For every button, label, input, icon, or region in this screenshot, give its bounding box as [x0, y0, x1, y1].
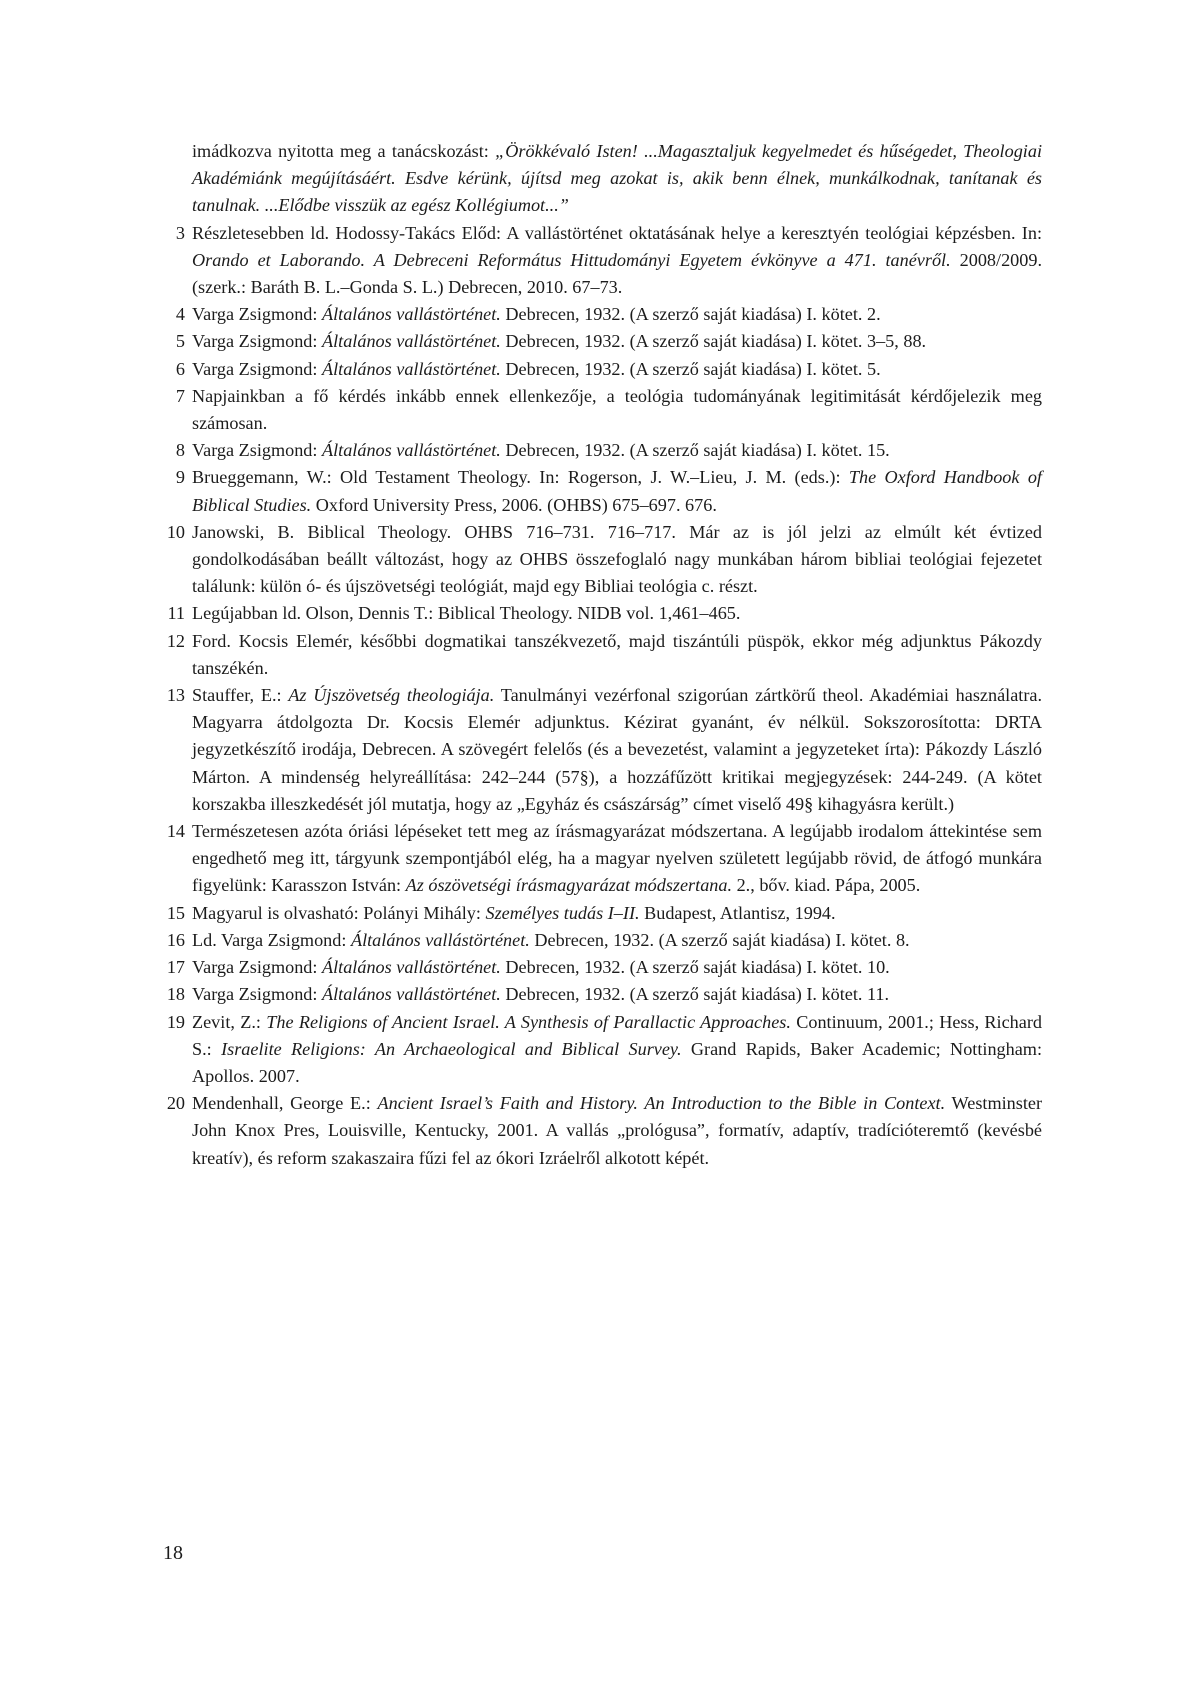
- text-run: Debrecen, 1932. (A szerző saját kiadása) I. kötet. 15.: [500, 440, 890, 461]
- footnote-number: 8: [175, 440, 185, 461]
- footnote-number: 11: [167, 603, 185, 624]
- footnote-text: [192, 900, 1042, 927]
- footnote-number: 10: [166, 521, 185, 542]
- footnote-20: [158, 1090, 1042, 1172]
- text-run: Varga Zsigmond:: [192, 957, 322, 978]
- footnote-13: [158, 682, 1042, 818]
- text-run: Debrecen, 1932. (A szerző saját kiadása) I. kötet. 11.: [500, 984, 890, 1005]
- footnote-18: [158, 981, 1042, 1008]
- footnote-number: 12: [166, 630, 185, 651]
- text-run: Zevit, Z.:: [192, 1011, 267, 1032]
- footnote-10: [158, 519, 1042, 601]
- text-run: Debrecen, 1932. (A szerző saját kiadása) I. kötet. 8.: [529, 929, 910, 950]
- italic-title: Ancient Israel’s Faith and History. An Introduction to the Bible in Context.: [377, 1093, 946, 1114]
- footnote-text: [192, 600, 1042, 627]
- page-number: 18: [163, 1542, 183, 1564]
- footnote-text: [192, 464, 1042, 518]
- text-run: Continuum, 2001.; Hess, Richard S.:: [192, 1011, 1042, 1059]
- italic-title: Az ószövetségi írásmagyarázat módszertana.: [405, 875, 733, 896]
- footnote-15: [158, 900, 1042, 927]
- footnote-11: [158, 600, 1042, 627]
- italic-title: Általános vallástörténet.: [322, 984, 501, 1005]
- footnote-number: 15: [166, 902, 185, 923]
- footnote-text: [192, 628, 1042, 682]
- italic-title: „Örökkévaló Isten! ...Magasztaljuk kegyelmedet és hűségedet, Theologiai Akadémiánk megújításáért. Esdve kérünk, újítsd meg azokat is, akik benn élnek, munkálkodnak, tanítanak és tanulnak. ...Elődbe visszük az egész Kollégiumot...”: [192, 141, 1043, 216]
- text-run: Mendenhall, George E.:: [192, 1093, 378, 1114]
- italic-title: Általános vallástörténet.: [322, 440, 501, 461]
- footnote-number: 9: [175, 467, 185, 488]
- text-run: Ld. Varga Zsigmond:: [192, 929, 351, 950]
- footnote-number: 5: [175, 331, 185, 352]
- footnote-16: [158, 927, 1042, 954]
- footnote-text: [158, 138, 1042, 220]
- text-run: Debrecen, 1932. (A szerző saját kiadása) I. kötet. 10.: [500, 957, 890, 978]
- text-run: Brueggemann, W.: Old Testament Theology. In: Rogerson, J. W.–Lieu, J. M. (eds.):: [192, 467, 849, 488]
- footnote-8: [158, 437, 1042, 464]
- text-run: Természetesen azóta óriási lépéseket tett meg az írásmagyarázat módszertana. A legújabb irodalom áttekintése sem engedhető meg itt, tárgyunk szempontjából elég, ha a magyar nyelven született legújabb rövid, de átfogó munkára figyelünk: Karasszon István:: [192, 821, 1042, 896]
- footnote-19: [158, 1009, 1042, 1091]
- italic-title: Általános vallástörténet.: [322, 957, 501, 978]
- footnote-text: [192, 1009, 1042, 1091]
- footnote-text: [192, 356, 1042, 383]
- text-run: imádkozva nyitotta meg a tanácskozást:: [192, 141, 496, 161]
- footnote-9: [158, 464, 1042, 518]
- italic-title: Általános vallástörténet.: [322, 358, 501, 379]
- footnote-number: 19: [166, 1011, 185, 1032]
- footnote-number: 17: [166, 957, 185, 978]
- footnote-12: [158, 628, 1042, 682]
- footnote-number: 7: [175, 385, 185, 406]
- text-run: Oxford University Press, 2006. (OHBS) 675–697. 676.: [311, 494, 717, 515]
- italic-title: Általános vallástörténet.: [350, 929, 530, 950]
- footnote-7: [158, 383, 1042, 437]
- text-run: Debrecen, 1932. (A szerző saját kiadása) I. kötet. 3–5, 88.: [500, 331, 927, 352]
- footnote-text: [192, 818, 1042, 900]
- footnote-3: [158, 220, 1042, 302]
- footnote-number: 14: [166, 821, 185, 842]
- footnote-text: [192, 927, 1042, 954]
- italic-title: Általános vallástörténet.: [322, 304, 501, 325]
- footnote-text: [192, 328, 1042, 355]
- text-run: Ford. Kocsis Elemér, későbbi dogmatikai tanszékvezető, majd tiszántúli püspök, ekkor még adjunktus Pákozdy tanszékén.: [192, 630, 1042, 678]
- footnote-text: [192, 682, 1042, 818]
- footnote-number: 6: [175, 358, 185, 379]
- italic-title: Személyes tudás I–II.: [485, 902, 640, 923]
- footnote-17: [158, 954, 1042, 981]
- italic-title: Általános vallástörténet.: [322, 331, 501, 352]
- text-run: Részletesebben ld. Hodossy-Takács Előd: A vallástörténet oktatásának helye a keresztyén teológiai képzésben. In:: [192, 222, 1042, 243]
- footnote-6: [158, 356, 1042, 383]
- text-run: Varga Zsigmond:: [192, 331, 322, 352]
- italic-title: Az Újszövetség theologiája.: [288, 685, 495, 706]
- text-run: Legújabban ld. Olson, Dennis T.: Biblical Theology. NIDB vol. 1,461–465.: [192, 603, 741, 624]
- text-run: Janowski, B. Biblical Theology. OHBS 716–731. 716–717. Már az is jól jelzi az elmúlt két évtized gondolkodásában beállt változást, hogy az OHBS összefoglaló nagy munkában három bibliai teológiai fejezetet találunk: külön ó- és újszövetségi teológiát, majd egy Bibliai teológia c. részt.: [192, 521, 1042, 597]
- text-run: Grand Rapids, Baker Academic; Nottingham: Apollos. 2007.: [192, 1038, 1043, 1086]
- text-run: Stauffer, E.:: [192, 685, 289, 706]
- italic-title: The Religions of Ancient Israel. A Synthesis of Parallactic Approaches.: [266, 1011, 791, 1032]
- text-run: 2008/2009. (szerk.: Baráth B. L.–Gonda S. L.) Debrecen, 2010. 67–73.: [192, 249, 1042, 298]
- text-run: Napjainkban a fő kérdés inkább ennek ellenkezője, a teológia tudományának legitimitását kérdőjelezik meg számosan.: [192, 385, 1042, 434]
- italic-title: Israelite Religions: An Archaeological and Biblical Survey.: [221, 1038, 682, 1059]
- footnote-4: [158, 301, 1042, 328]
- text-run: Varga Zsigmond:: [192, 440, 322, 461]
- footnote-continuation: [158, 138, 1042, 220]
- footnote-number: 13: [166, 685, 185, 706]
- footnote-number: 18: [166, 984, 185, 1005]
- footnotes-list: [158, 138, 1042, 1172]
- footnote-14: [158, 818, 1042, 900]
- italic-title: The Oxford Handbook of Biblical Studies.: [192, 467, 1042, 515]
- italic-title: Orando et Laborando. A Debreceni Református Hittudományi Egyetem évkönyve a 471. tanévről.: [192, 249, 951, 270]
- footnote-text: [192, 301, 1042, 328]
- text-run: Varga Zsigmond:: [192, 304, 322, 325]
- footnote-number: 20: [166, 1093, 185, 1114]
- footnote-text: [192, 437, 1042, 464]
- text-run: Budapest, Atlantisz, 1994.: [639, 902, 836, 923]
- footnote-text: [192, 383, 1042, 437]
- footnote-number: 3: [175, 222, 185, 243]
- footnote-number: 16: [166, 929, 185, 950]
- footnote-text: [192, 519, 1042, 601]
- footnote-5: [158, 328, 1042, 355]
- footnote-text: [192, 981, 1042, 1008]
- footnote-number: 4: [175, 304, 185, 325]
- text-run: Tanulmányi vezérfonal szigorúan zártkörű theol. Akadémiai használatra. Magyarra átdolgozta Dr. Kocsis Elemér adjunktus. Kézirat gyanánt, év nélkül. Sokszorosította: DRTA jegyzetkészítő irodája, Debrecen. A szövegért felelős (és a bevezetést, valamint a jegyzeteket írta): Pákozdy László Márton. A mindenség helyreállítása: 242–244 (57§), a hozzáfűzött kritikai megjegyzések: 244-249. (A kötet korszakba illeszkedését jól mutatja, hogy az „Egyház és császárság” címet viselő 49§ kihagyásra került.): [192, 685, 1043, 814]
- text-run: Varga Zsigmond:: [192, 358, 322, 379]
- text-run: Debrecen, 1932. (A szerző saját kiadása) I. kötet. 5.: [500, 358, 881, 379]
- footnote-text: [192, 954, 1042, 981]
- text-run: 2., bőv. kiad. Pápa, 2005.: [732, 875, 921, 896]
- text-run: Varga Zsigmond:: [192, 984, 322, 1005]
- text-run: Magyarul is olvasható: Polányi Mihály:: [192, 902, 486, 923]
- footnote-text: [192, 220, 1042, 302]
- footnote-text: [192, 1090, 1042, 1172]
- text-run: Debrecen, 1932. (A szerző saját kiadása) I. kötet. 2.: [500, 304, 881, 325]
- text-run: Westminster John Knox Pres, Louisville, Kentucky, 2001. A vallás „prológusa”, formatív, adaptív, tradícióteremtő (kevésbé kreatív), és reform szakaszaira fűzi fel az ókori Izráelről alkotott képét.: [192, 1093, 1042, 1168]
